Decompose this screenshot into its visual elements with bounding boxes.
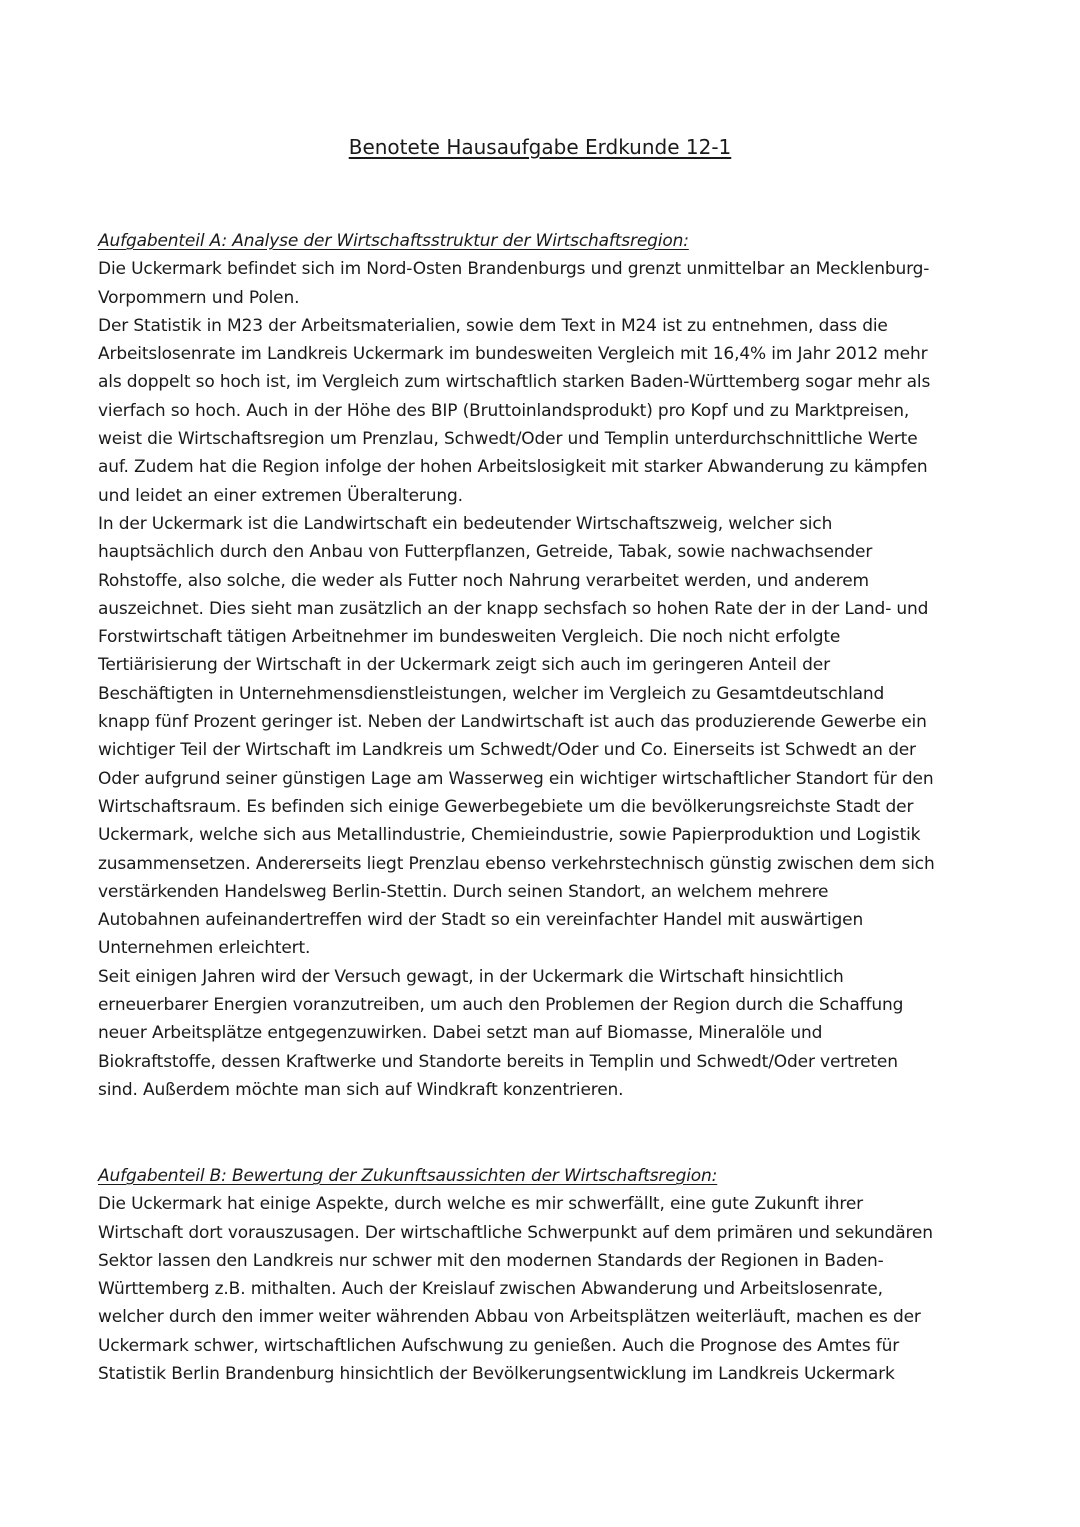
section-a [98, 227, 982, 1104]
text-line: Wirtschaft dort vorauszusagen. Der wirtschaftliche Schwerpunkt auf dem primären und sekundären [98, 1222, 933, 1243]
text-line: Die Uckermark hat einige Aspekte, durch welche es mir schwerfällt, eine gute Zukunft ihrer [98, 1194, 864, 1215]
section-a-body [98, 255, 982, 1104]
text-line: Sektor lassen den Landkreis nur schwer mit den modernen Standards der Regionen in Baden- [98, 1250, 884, 1271]
text-line: Uckermark schwer, wirtschaftlichen Aufschwung zu genießen. Auch die Prognose des Amtes für [98, 1335, 900, 1356]
text-line: neuer Arbeitsplätze entgegenzuwirken. Dabei setzt man auf Biomasse, Mineralöle und [98, 1023, 823, 1044]
text-line: auf. Zudem hat die Region infolge der hohen Arbeitslosigkeit mit starker Abwanderung zu kämpfen [98, 457, 928, 478]
text-line: welcher durch den immer weiter währenden Abbau von Arbeitsplätzen weiterläuft, machen es der [98, 1307, 921, 1328]
text-line: Rohstoffe, also solche, die weder als Futter noch Nahrung verarbeitet werden, und anderem [98, 570, 869, 591]
text-line: weist die Wirtschaftsregion um Prenzlau, Schwedt/Oder und Templin unterdurchschnittliche Werte [98, 429, 918, 450]
section-b-heading: Aufgabenteil B: Bewertung der Zukunftsaussichten der Wirtschaftsregion: [98, 1166, 718, 1186]
text-line: und leidet an einer extremen Überalterung. [98, 485, 463, 506]
text-line: sind. Außerdem möchte man sich auf Windkraft konzentrieren. [98, 1079, 624, 1100]
text-line: Die Uckermark befindet sich im Nord-Osten Brandenburgs und grenzt unmittelbar an Mecklenburg- [98, 259, 930, 280]
text-line: Vorpommern und Polen. [98, 287, 300, 308]
text-line: Oder aufgrund seiner günstigen Lage am Wasserweg ein wichtiger wirtschaftlicher Standort für den [98, 768, 934, 789]
text-line: Seit einigen Jahren wird der Versuch gewagt, in der Uckermark die Wirtschaft hinsichtlich [98, 966, 844, 987]
text-line: Wirtschaftsraum. Es befinden sich einige Gewerbegebiete um die bevölkerungsreichste Stadt der [98, 796, 914, 817]
text-line: In der Uckermark ist die Landwirtschaft ein bedeutender Wirtschaftszweig, welcher sich [98, 513, 833, 534]
section-b [98, 1162, 982, 1388]
text-line: Beschäftigten in Unternehmensdienstleistungen, welcher im Vergleich zu Gesamtdeutschland [98, 683, 885, 704]
text-line: Autobahnen aufeinandertreffen wird der Stadt so ein vereinfachter Handel mit auswärtigen [98, 910, 864, 931]
text-line: wichtiger Teil der Wirtschaft im Landkreis um Schwedt/Oder und Co. Einerseits ist Schwedt an der [98, 740, 916, 761]
text-line: hauptsächlich durch den Anbau von Futterpflanzen, Getreide, Tabak, sowie nachwachsender [98, 542, 873, 563]
text-line: Uckermark, welche sich aus Metallindustrie, Chemieindustrie, sowie Papierproduktion und Logistik [98, 825, 921, 846]
text-line: Arbeitslosenrate im Landkreis Uckermark im bundesweiten Vergleich mit 16,4% im Jahr 2012 mehr [98, 344, 928, 365]
text-line: knapp fünf Prozent geringer ist. Neben der Landwirtschaft ist auch das produzierende Gewerbe ein [98, 712, 927, 733]
text-line: Unternehmen erleichtert. [98, 938, 311, 959]
text-line: Württemberg z.B. mithalten. Auch der Kreislauf zwischen Abwanderung und Arbeitslosenrate, [98, 1279, 883, 1300]
text-line: zusammensetzen. Andererseits liegt Prenzlau ebenso verkehrstechnisch günstig zwischen dem sich [98, 853, 935, 874]
section-a-heading: Aufgabenteil A: Analyse der Wirtschaftsstruktur der Wirtschaftsregion: [98, 231, 689, 251]
text-line: Der Statistik in M23 der Arbeitsmaterialien, sowie dem Text in M24 ist zu entnehmen, dass die [98, 315, 888, 336]
text-line: verstärkenden Handelsweg Berlin-Stettin. Durch seinen Standort, an welchem mehrere [98, 881, 829, 902]
text-line: vierfach so hoch. Auch in der Höhe des BIP (Bruttoinlandsprodukt) pro Kopf und zu Marktpreisen, [98, 400, 910, 421]
section-b-body [98, 1190, 982, 1388]
text-line: erneuerbarer Energien voranzutreiben, um auch den Problemen der Region durch die Schaffung [98, 995, 904, 1016]
document-title [98, 132, 982, 162]
text-line: Tertiärisierung der Wirtschaft in der Uckermark zeigt sich auch im geringeren Anteil der [98, 655, 830, 676]
text-line: Statistik Berlin Brandenburg hinsichtlich der Bevölkerungsentwicklung im Landkreis Uckermark [98, 1364, 895, 1385]
document-title-text: Benotete Hausaufgabe Erdkunde 12-1 [348, 135, 732, 159]
text-line: Forstwirtschaft tätigen Arbeitnehmer im bundesweiten Vergleich. Die noch nicht erfolgte [98, 627, 841, 648]
text-line: auszeichnet. Dies sieht man zusätzlich an der knapp sechsfach so hohen Rate der in der Land- und [98, 598, 929, 619]
text-line: als doppelt so hoch ist, im Vergleich zum wirtschaftlich starken Baden-Württemberg sogar mehr als [98, 372, 931, 393]
text-line: Biokraftstoffe, dessen Kraftwerke und Standorte bereits in Templin und Schwedt/Oder vertreten [98, 1051, 898, 1072]
